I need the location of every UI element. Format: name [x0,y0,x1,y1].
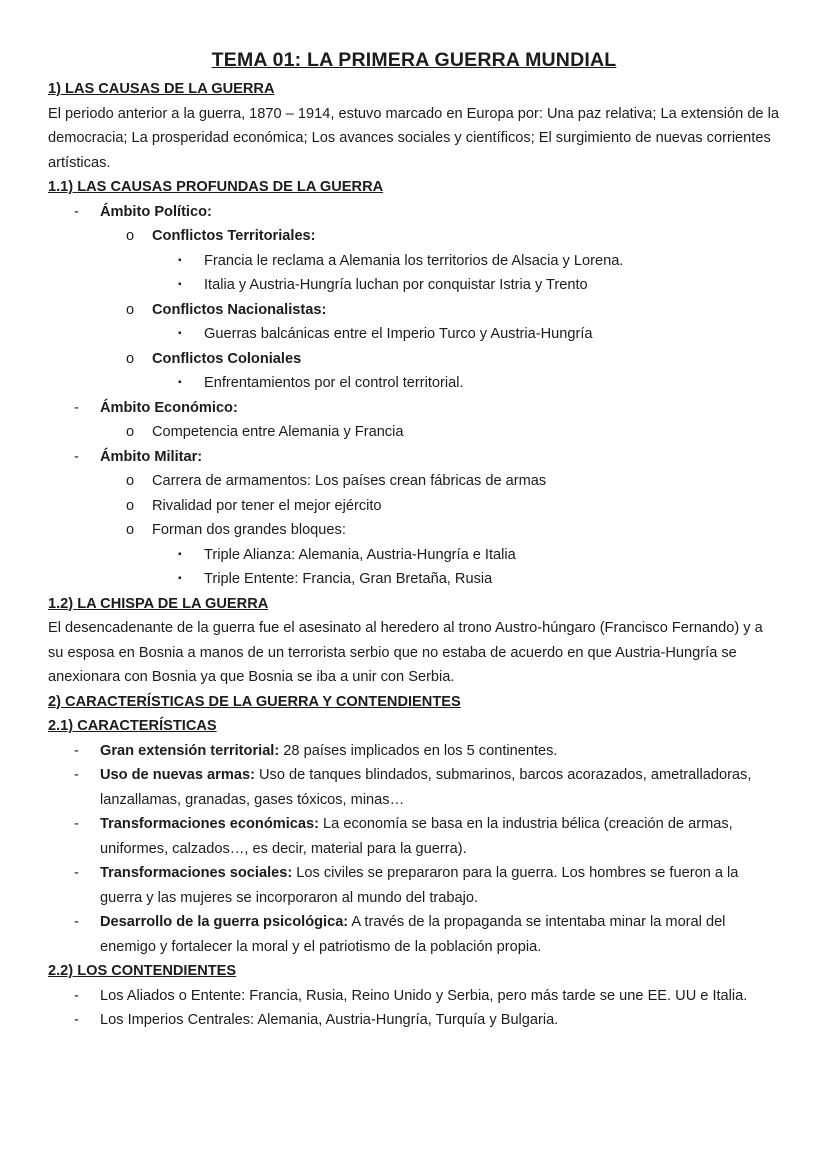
bullet-glyph: - [74,1012,79,1028]
list-item-text [204,543,780,568]
list-item-text [152,494,780,519]
list-item-body: Rivalidad por tener el mejor ejército [152,497,382,514]
list-item [48,371,780,396]
bullet-glyph: - [74,987,79,1004]
list-item [48,739,780,764]
list-item [48,812,780,861]
paragraph: El desencadenante de la guerra fue el asesinato al heredero al trono Austro-húngaro (Francisco Fernando) y a su esposa en Bosnia a manos de un terrorista serbio que no estaba de acuerdo en que Austria-Hungría se anexionara con Bosnia ya que Bosnia se iba a unir con Serbia. [48,620,763,685]
list-item [48,469,780,494]
list-item [48,224,780,249]
list-item [48,910,780,959]
list-item [48,494,780,519]
section-heading: 2) CARACTERÍSTICAS DE LA GUERRA Y CONTENDIENTES [48,693,461,710]
list-item-lead: Ámbito Político: [100,203,212,220]
section-heading: 2.2) LOS CONTENDIENTES [48,963,237,979]
bullet-glyph: o [126,522,135,538]
list-item-text [100,445,780,470]
list-item-text [204,567,780,592]
list-item-text [100,763,780,812]
list-item-text [204,273,780,298]
list-item [48,200,780,225]
list-item-body: La economía se basa en la industria bélica (creación de armas, uniformes, calzados…, es decir, material para la guerra). [100,816,733,857]
list-item-body: Guerras balcánicas entre el Imperio Turco y Austria-Hungría [204,326,593,342]
list-item-lead: Transformaciones sociales: [100,865,293,881]
list-item-body: Italia y Austria-Hungría luchan por conquistar Istria y Trento [204,277,588,293]
document-body [48,77,780,1033]
section-heading: 2.1) CARACTERÍSTICAS [48,718,217,734]
list-item-lead: Conflictos Coloniales [152,350,302,367]
list-item-lead: Transformaciones económicas: [100,816,319,832]
list-item-text [204,249,780,274]
list-item-text [100,861,780,910]
list-item [48,322,780,347]
bullet-glyph: ▪ [178,328,182,339]
bullet-glyph: o [126,424,135,440]
bullet-glyph: o [126,350,135,367]
list-item-body: Uso de tanques blindados, submarinos, barcos acorazados, ametralladoras, lanzallamas, granadas, gases tóxicos, minas… [100,767,752,808]
list-item-text [152,420,780,445]
list-item [48,420,780,445]
list-item [48,984,780,1009]
bullet-glyph: o [126,497,135,514]
section-heading: 1.2) LA CHISPA DE LA GUERRA [48,595,269,612]
section-heading: 1) LAS CAUSAS DE LA GUERRA [48,81,275,97]
list-item-text [100,739,780,764]
bullet-glyph: ▪ [178,279,182,290]
list-item [48,445,780,470]
list-item-text [152,298,780,323]
list-item [48,861,780,910]
list-item [48,1008,780,1033]
bullet-glyph: ▪ [178,377,182,388]
list-item-body: Los Imperios Centrales: Alemania, Austria-Hungría, Turquía y Bulgaria. [100,1012,559,1028]
list-item-body: Los civiles se prepararon para la guerra. Los hombres se fueron a la guerra y las mujeres se incorporaron al mundo del trabajo. [100,865,739,906]
bullet-glyph: ▪ [178,254,182,266]
list-item-body: Triple Alianza: Alemania, Austria-Hungría e Italia [204,546,516,563]
list-item-body: Competencia entre Alemania y Francia [152,424,404,440]
list-item-text [152,518,780,543]
bullet-glyph: - [74,399,79,416]
bullet-glyph: o [126,301,135,318]
list-item-body: Carrera de armamentos: Los países crean fábricas de armas [152,473,547,489]
list-item-lead: Conflictos Territoriales: [152,228,316,244]
list-item [48,396,780,421]
list-item [48,298,780,323]
list-item [48,763,780,812]
list-item-body: Triple Entente: Francia, Gran Bretaña, Rusia [204,571,493,587]
list-item-body: A través de la propaganda se intentaba minar la moral del enemigo y fortalecer la moral y el patriotismo de la población propia. [100,914,726,955]
list-item [48,567,780,592]
list-item-body: 28 países implicados en los 5 continentes. [279,742,558,759]
list-item-text [100,1008,780,1033]
list-item-text [204,371,780,396]
bullet-glyph: - [74,767,79,783]
list-item-text [152,347,780,372]
list-item [48,273,780,298]
list-item-body: Forman dos grandes bloques: [152,522,346,538]
list-item-lead: Ámbito Militar: [100,448,203,465]
section-heading: 1.1) LAS CAUSAS PROFUNDAS DE LA GUERRA [48,179,384,195]
bullet-glyph: o [126,228,135,244]
list-item [48,249,780,274]
bullet-glyph: - [74,448,79,465]
bullet-glyph: ▪ [178,573,182,584]
document-title: TEMA 01: LA PRIMERA GUERRA MUNDIAL [211,49,617,71]
list-item [48,543,780,568]
list-item-text [100,812,780,861]
list-item-lead: Conflictos Nacionalistas: [152,301,327,318]
bullet-glyph: - [74,914,79,930]
list-item-text [152,469,780,494]
list-item [48,518,780,543]
list-item-text [100,984,780,1009]
paragraph: El periodo anterior a la guerra, 1870 – 1914, estuvo marcado en Europa por: Una paz relativa; La extensión de la democracia; La prosperidad económica; Los avances sociales y científicos; El surgimiento de nuevas corrientes artísticas. [48,105,779,171]
list-item-text [100,200,780,225]
list-item-text [100,910,780,959]
bullet-glyph: - [74,816,79,832]
list-item-text [152,224,780,249]
list-item-lead: Gran extensión territorial: [100,742,280,759]
list-item-lead: Desarrollo de la guerra psicológica: [100,914,349,930]
bullet-glyph: ▪ [178,548,182,560]
list-item-lead: Uso de nuevas armas: [100,767,255,783]
list-item-text [204,322,780,347]
list-item-lead: Ámbito Económico: [100,399,238,416]
list-item-body: Los Aliados o Entente: Francia, Rusia, Reino Unido y Serbia, pero más tarde se une EE. UU e Italia. [100,987,748,1004]
bullet-glyph: - [74,742,79,759]
bullet-glyph: - [74,865,79,881]
list-item [48,347,780,372]
bullet-glyph: o [126,473,135,489]
list-item-body: Francia le reclama a Alemania los territorios de Alsacia y Lorena. [204,252,624,269]
list-item-body: Enfrentamientos por el control territorial. [204,375,464,391]
bullet-glyph: - [74,203,79,220]
list-item-text [100,396,780,421]
